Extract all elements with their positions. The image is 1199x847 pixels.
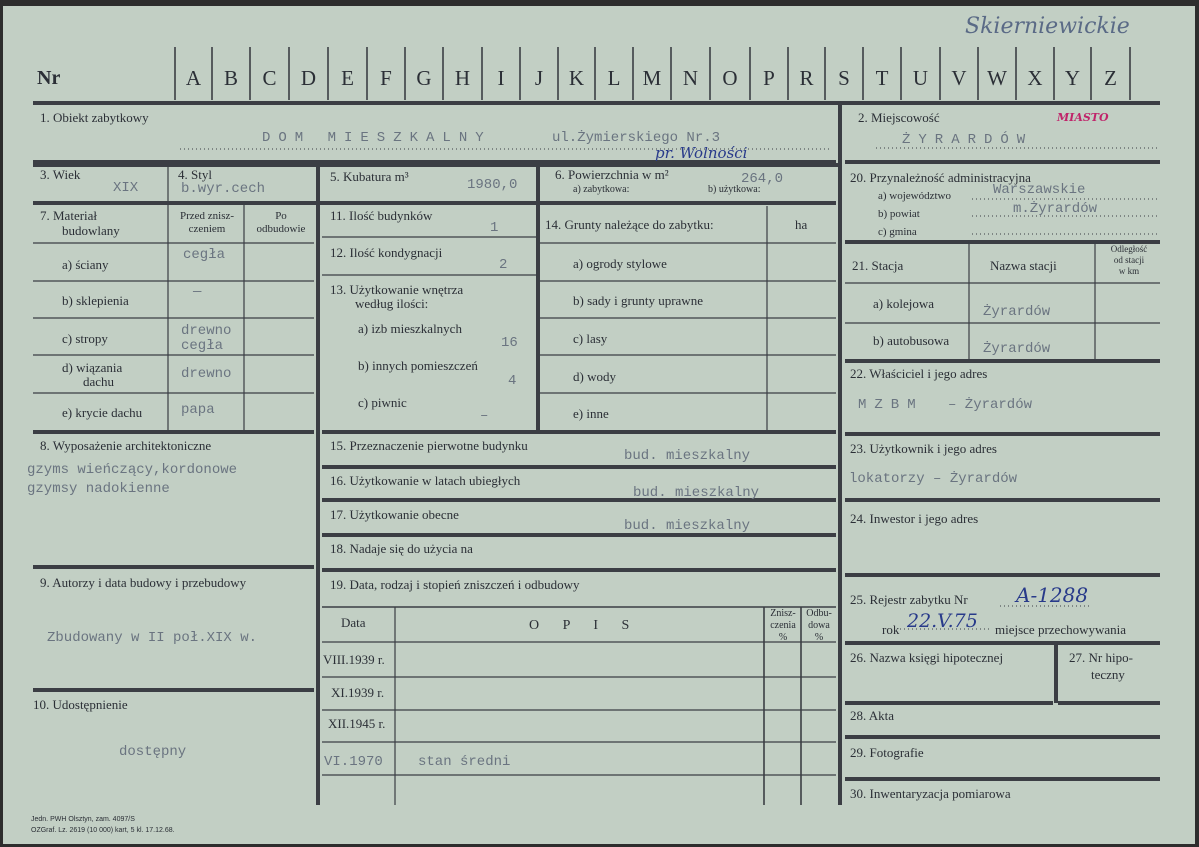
letter-s: S xyxy=(838,66,850,90)
letter-m: M xyxy=(642,66,662,90)
letter-u: U xyxy=(912,66,929,90)
f7-label-2: budowlany xyxy=(62,223,120,238)
f13-a-label: a) izb mieszkalnych xyxy=(358,321,462,336)
f7-row-label: c) stropy xyxy=(62,331,108,346)
f22-label: 22. Właściciel i jego adres xyxy=(850,366,988,381)
letter-r: R xyxy=(799,66,814,90)
f17-label: 17. Użytkowanie obecne xyxy=(330,507,459,522)
letter-i: I xyxy=(497,66,505,90)
f25-handwritten-nr: A-1288 xyxy=(1016,583,1089,607)
letter-v: V xyxy=(951,66,967,90)
f1-label: 1. Obiekt zabytkowy xyxy=(40,110,149,125)
f13-a-value: 16 xyxy=(501,335,518,351)
f23-label: 23. Użytkownik i jego adres xyxy=(850,441,997,456)
f20-a-label: a) województwo xyxy=(878,190,952,202)
f6-value: 264,0 xyxy=(741,171,784,187)
letter-h: H xyxy=(454,66,471,90)
letter-g: G xyxy=(416,66,432,90)
f3-label: 3. Wiek xyxy=(40,167,81,182)
f14-row: b) sady i grunty uprawne xyxy=(573,293,703,308)
f25-rok-label: rok xyxy=(882,622,900,637)
f19-col-rebuild-2: dowa xyxy=(808,620,830,631)
f10-value: dostępny xyxy=(119,744,187,760)
f27-label-1: 27. Nr hipo- xyxy=(1069,650,1133,665)
f7-row-label: b) sklepienia xyxy=(62,293,129,308)
letter-x: X xyxy=(1027,66,1043,90)
f21-col-name: Nazwa stacji xyxy=(990,258,1057,273)
f7-row-before: drewno xyxy=(181,323,232,339)
f24-label: 24. Inwestor i jego adres xyxy=(850,511,979,526)
f8-label: 8. Wyposażenie architektoniczne xyxy=(40,438,212,453)
f19-col-desc: O P I S xyxy=(529,618,640,633)
f13-c-label: c) piwnic xyxy=(358,395,407,410)
letter-j: J xyxy=(534,66,544,90)
f28-label: 28. Akta xyxy=(850,708,895,723)
f2-label: 2. Miejscowość xyxy=(858,110,940,125)
f18-label: 18. Nadaje się do użycia na xyxy=(330,541,473,556)
f16-label: 16. Użytkowanie w latach ubiegłych xyxy=(330,473,521,488)
f9-value: Zbudowany w II poł.XIX w. xyxy=(47,630,258,646)
f8-value-2: gzymsy nadokienne xyxy=(27,481,170,497)
f5-label: 5. Kubatura m³ xyxy=(330,169,409,184)
f13-c-value: – xyxy=(480,408,489,424)
letter-p: P xyxy=(763,66,775,90)
f19-col-rebuild-1: Odbu- xyxy=(806,608,832,619)
f20-b-label: b) powiat xyxy=(878,208,920,220)
f19-row-date: XII.1945 r. xyxy=(328,716,386,731)
f27-label-2: teczny xyxy=(1091,667,1125,682)
f13-label-1: 13. Użytkowanie wnętrza xyxy=(330,282,464,297)
f19-row-date: VI.1970 xyxy=(324,754,383,770)
f7-col-before-2: czeniem xyxy=(188,223,226,235)
f14-row: e) inne xyxy=(573,406,609,421)
letter-z: Z xyxy=(1104,66,1117,90)
f7-label-1: 7. Materiał xyxy=(40,208,98,223)
f12-value: 2 xyxy=(499,257,508,273)
f7-col-before-1: Przed znisz- xyxy=(179,210,235,222)
f14-unit: ha xyxy=(795,217,808,232)
f19-label: 19. Data, rodzaj i stopień zniszczeń i odbudowy xyxy=(330,577,580,592)
f21-b-label: b) autobusowa xyxy=(873,333,950,348)
f13-label-2: według ilości: xyxy=(355,296,429,311)
f4-value: b.wyr.cech xyxy=(181,181,266,197)
f17-value: bud. mieszkalny xyxy=(624,518,751,534)
f12-label: 12. Ilość kondygnacji xyxy=(330,245,443,260)
f5-value: 1980,0 xyxy=(467,177,518,193)
f13-b-label: b) innych pomieszczeń xyxy=(358,358,478,373)
f14-label: 14. Grunty należące do zabytku: xyxy=(545,217,714,232)
letter-t: T xyxy=(875,66,889,90)
letter-b: B xyxy=(223,66,238,90)
f20-a-value: Warszawskie xyxy=(993,182,1086,198)
f15-value: bud. mieszkalny xyxy=(624,448,751,464)
f19-col-date: Data xyxy=(341,615,366,630)
printer-note-1: Jedn. PWH Olsztyn, zam. 4097/S xyxy=(31,816,135,823)
f7-row-label-2: dachu xyxy=(83,374,115,389)
f21-a-value: Żyrardów xyxy=(983,304,1051,320)
letter-o: O xyxy=(722,66,738,90)
f7-row-label: d) wiązania xyxy=(62,360,123,375)
f7-row-before: drewno xyxy=(181,366,232,382)
f7-row-label: a) ściany xyxy=(62,257,109,272)
letter-y: Y xyxy=(1064,66,1081,90)
f20-label: 20. Przynależność administracyjna xyxy=(850,170,1031,185)
f30-label: 30. Inwentaryzacja pomiarowa xyxy=(850,786,1011,801)
f19-row-desc: stan średni xyxy=(418,754,511,770)
f29-label: 29. Fotografie xyxy=(850,745,924,760)
f7-row-before: cegła xyxy=(183,247,226,263)
f19-row-date: VIII.1939 r. xyxy=(323,652,385,667)
letter-d: D xyxy=(300,66,317,90)
letter-f: F xyxy=(380,66,392,90)
f25-place-label: miejsce przechowywania xyxy=(995,622,1127,637)
f14-row: c) lasy xyxy=(573,331,608,346)
f20-c-label: c) gmina xyxy=(878,226,917,238)
f21-col-dist-3: w km xyxy=(1118,266,1140,276)
f4-label: 4. Styl xyxy=(178,167,212,182)
f19-col-destr-1: Znisz- xyxy=(770,608,796,619)
letter-n: N xyxy=(682,66,699,90)
f14-row: a) ogrody stylowe xyxy=(573,256,667,271)
f26-label: 26. Nazwa księgi hipotecznej xyxy=(850,650,1004,665)
f7-row-before: papa xyxy=(181,402,215,418)
f7-row-label: e) krycie dachu xyxy=(62,405,143,420)
f19-col-destr-2: czenia xyxy=(770,620,796,631)
f10-label: 10. Udostępnienie xyxy=(33,697,128,712)
f15-label: 15. Przeznaczenie pierwotne budynku xyxy=(330,438,528,453)
f19-col-destr-3: % xyxy=(778,632,788,643)
f21-b-value: Żyrardów xyxy=(983,341,1051,357)
f14-row: d) wody xyxy=(573,369,616,384)
f21-a-label: a) kolejowa xyxy=(873,296,935,311)
f13-b-value: 4 xyxy=(508,373,517,389)
letter-e: E xyxy=(341,66,354,90)
f3-value: XIX xyxy=(113,180,139,196)
f22-value-place: – Żyrardów xyxy=(948,397,1033,413)
f21-col-dist-1: Odległość xyxy=(1110,244,1148,254)
f23-value: lokatorzy – Żyrardów xyxy=(849,471,1018,487)
f7-col-after-2: odbudowie xyxy=(256,223,306,235)
f25-label: 25. Rejestr zabytku Nr xyxy=(850,592,968,607)
letter-a: A xyxy=(185,66,202,90)
f6-sub-a: a) zabytkowa: xyxy=(573,184,630,195)
letter-w: W xyxy=(987,66,1007,90)
letter-k: K xyxy=(568,66,585,90)
f9-label: 9. Autorzy i data budowy i przebudowy xyxy=(40,575,247,590)
f2-handwritten-city: MIASTO xyxy=(1057,111,1109,124)
f16-value: bud. mieszkalny xyxy=(633,485,760,501)
f1-handwritten-street: pr. Wolności xyxy=(655,144,748,162)
f21-label: 21. Stacja xyxy=(852,258,904,273)
f11-label: 11. Ilość budynków xyxy=(330,208,433,223)
nr-label: Nr xyxy=(37,67,61,89)
f22-value-owner: MZBM xyxy=(858,397,924,413)
letter-l: L xyxy=(607,66,621,90)
printer-note-2: OZGraf. Lz. 2619 (10 000) kart, 5 kl. 17.12.68. xyxy=(31,827,175,834)
f1-value-object: DOM MIESZKALNY xyxy=(262,130,492,146)
f7-row-before-2: cegła xyxy=(181,338,224,354)
f19-col-rebuild-3: % xyxy=(814,632,824,643)
letter-c: C xyxy=(262,66,277,90)
f25-handwritten-date: 22.V.75 xyxy=(907,610,978,632)
f21-col-dist-2: od stacji xyxy=(1113,255,1145,265)
f6-label: 6. Powierzchnia w m² xyxy=(555,167,669,182)
f8-value-1: gzyms wieńczący,kordonowe xyxy=(27,462,238,478)
handwritten-voivodeship: Skierniewickie xyxy=(965,14,1130,39)
f2-value: ŻYRARDÓW xyxy=(902,132,1034,148)
f7-col-after-1: Po xyxy=(275,210,287,222)
f1-value-address: ul.Żymierskiego Nr.3 xyxy=(552,130,721,146)
f7-row-before: — xyxy=(193,284,202,300)
f19-row-date: XI.1939 r. xyxy=(331,685,385,700)
f20-b-value: m.Żyrardów xyxy=(1013,201,1098,217)
f11-value: 1 xyxy=(490,220,499,236)
f6-sub-b: b) użytkowa: xyxy=(708,184,761,195)
